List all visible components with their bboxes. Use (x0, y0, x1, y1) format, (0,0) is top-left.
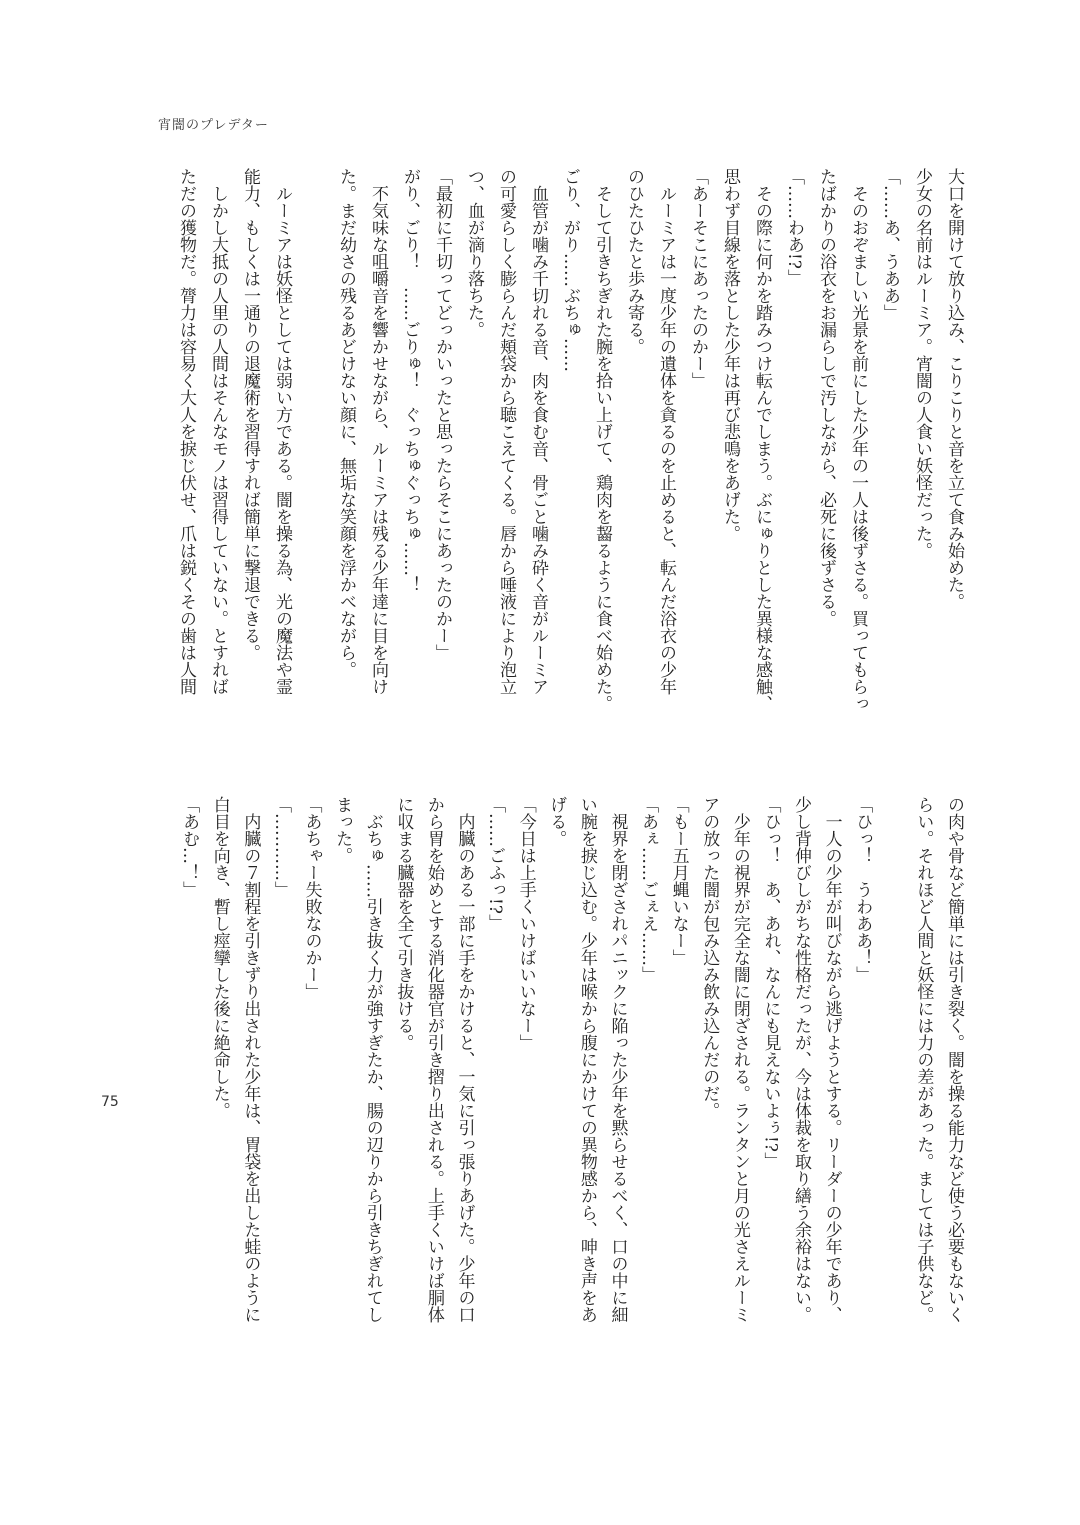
text-line: の可愛らしく膨らんだ頬袋から聴こえてくる。唇から唾液により泡立 (496, 168, 516, 695)
text-line: ただの獲物だ。膂力は容易く大人を捩じ伏せ、爪は鋭くその歯は人間 (176, 168, 196, 695)
text-line: ごり、がり……ぶちゅ…… (560, 168, 580, 372)
text-line: 血管が噛み千切れる音、肉を食む音、骨ごと噛み砕く音がルーミア (528, 168, 548, 695)
text-line: つ、血が滴り落ちた。 (464, 168, 484, 338)
text-line: ルーミアは妖怪としては弱い方である。闇を操る為、光の魔法や霊 (272, 168, 292, 695)
text-block-upper (152, 168, 962, 768)
text-line: 能力、もしくは一通りの退魔術を習得すれば簡単に撃退できる。 (240, 168, 260, 661)
text-line: 「あむ…！」 (179, 796, 200, 898)
text-line: 「あーそこにあったのかー」 (688, 168, 708, 389)
text-line: 思わず目線を落とした少年は再び悲鳴をあげた。 (720, 168, 740, 542)
text-line: 「……わあ!?」 (784, 168, 804, 286)
text-line: らい。それほど人間と妖怪には力の差があった。ましては子供など。 (913, 796, 934, 1323)
text-line (870, 796, 901, 1396)
text-line: 内臓のある一部に手をかけると、一気に引っ張りあげた。少年の口 (454, 796, 475, 1323)
text-line: ルーミアは一度少年の遺体を貪るのを止めると、転んだ浴衣の少年 (656, 168, 676, 695)
text-block-lower (152, 796, 962, 1396)
text-line: 不気味な咀嚼音を響かせながら、ルーミアは残る少年達に目を向け (368, 168, 388, 695)
text-line: しかし大抵の人里の人間はそんなモノは習得していない。とすれば (208, 168, 228, 695)
text-line: の肉や骨など簡単には引き裂く。闇を操る能力など使う必要もないく (944, 796, 964, 1323)
text-line: その際に何かを踏みつけ転んでしまう。ぶにゅりとした異様な感触、 (752, 168, 772, 712)
text-line: に収まる臓器を全て引き抜ける。 (393, 796, 414, 1051)
text-line: 「ひっ！ うわああ！」 (852, 796, 873, 983)
text-line: げる。 (546, 796, 567, 847)
text-line: たばかりの浴衣をお漏らしで汚しながら、必死に後ずさる。 (816, 168, 836, 627)
text-line (290, 168, 322, 768)
text-line: そして引きちぎれた腕を拾い上げて、鶏肉を齧るように食べ始めた。 (592, 168, 612, 712)
text-line: アの放った闇が包み込み飲み込んだのだ。 (699, 796, 720, 1119)
text-line: 「…………」 (270, 796, 291, 898)
text-line: 「あちゃー失敗なのかー」 (301, 796, 322, 1000)
text-line: から胃を始めとする消化器官が引き摺り出される。上手くいけば胴体 (423, 796, 444, 1323)
text-line: 「最初に千切ってどっかいったと思ったらそこにあったのかー」 (432, 168, 452, 661)
text-line: た。まだ幼さの残るあどけない顔に、無垢な笑顔を浮かべながら。 (336, 168, 356, 678)
text-line: 「ひっ！ あ、あれ、なんにも見えないよぅ!?」 (760, 796, 781, 1169)
text-line: 少女の名前はルーミア。宵闇の人食い妖怪だった。 (912, 168, 932, 559)
text-line: 少し背伸びしがちな性格だったが、今は体裁を取り繕う余裕はない。 (791, 796, 812, 1323)
text-line: 「……ごふっ!?」 (485, 796, 506, 931)
text-line: い腕を捩じ込む。少年は喉から腹にかけての異物感から、呻き声をあ (576, 796, 597, 1323)
text-line: 「……あ、うああ」 (880, 168, 900, 321)
text-line: 「あぇ……ごぇえ……」 (638, 796, 659, 983)
text-line: 一人の少年が叫びながら逃げようとする。リーダーの少年であり、 (821, 796, 842, 1323)
text-line: 「もー五月蝿いなー」 (668, 796, 689, 966)
text-line: 白目を向き、暫し痙攣した後に絶命した。 (209, 796, 230, 1119)
text-line: 内臓の７割程を引きずり出された少年は、胃袋を出した蛙のように (240, 796, 261, 1323)
text-line: のひたひたと歩み寄る。 (624, 168, 644, 355)
text-line: 視界を閉ざされパニックに陥った少年を黙らせるべく、口の中に細 (607, 796, 628, 1323)
text-line: そのおぞましい光景を前にした少年の一人は後ずさる。買ってもらっ (848, 168, 868, 712)
text-line: まった。 (332, 796, 353, 864)
text-line: 大口を開けて放り込み、こりこりと音を立て食み始めた。 (944, 168, 964, 610)
text-line: 「今日は上手くいけばいいなー」 (515, 796, 536, 1051)
running-header: 宵闇のプレデター (158, 118, 269, 133)
text-line: がり、ごり！ ……ごりゅ！ ぐっちゅぐっちゅ……！ (400, 168, 420, 593)
text-line: 少年の視界が完全な闇に閉ざされる。ランタンと月の光さえルーミ (729, 796, 750, 1323)
page-number: 75 (101, 1094, 119, 1110)
text-line: ぶちゅ……引き抜く力が強すぎたか、腸の辺りから引きちぎれてし (362, 796, 383, 1323)
